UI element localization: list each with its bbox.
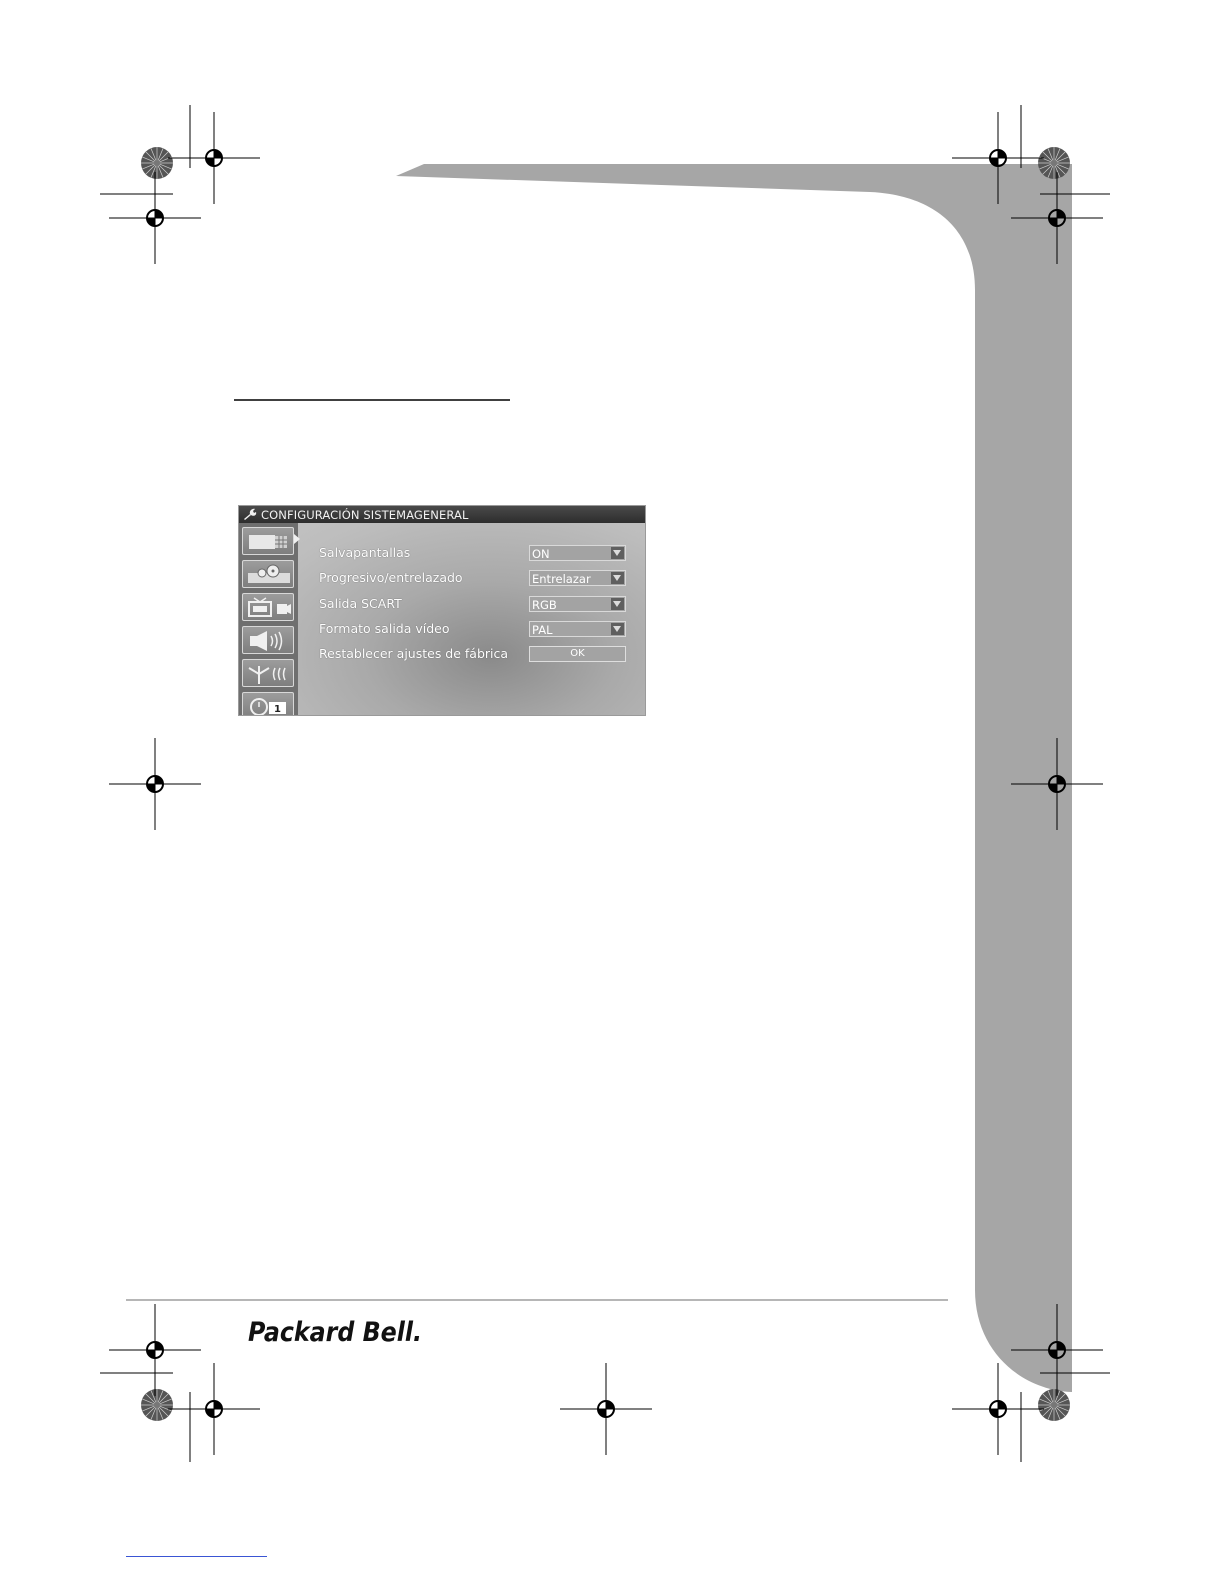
chevron-down-icon[interactable] [611,572,624,584]
tab-audio[interactable] [242,626,294,654]
speaker-tab-icon [243,627,295,655]
packard-bell-logo [246,1315,436,1349]
setting-label-video-format: Formato salida vídeo [319,621,450,636]
video-format-dropdown[interactable] [529,621,626,637]
tab-tv[interactable] [242,593,294,621]
osd-sidebar [239,523,298,716]
factory-reset-ok-button[interactable]: OK [529,646,626,662]
osd-title-bar [239,506,646,523]
tab-film[interactable] [242,560,294,588]
brand-text: Packard Bell. [248,1317,422,1348]
film-reel-tab-icon [243,561,295,589]
bottom-link-underline [126,1556,267,1557]
chevron-down-icon[interactable] [611,623,624,635]
antenna-tab-icon [243,660,295,688]
screensaver-dropdown[interactable] [529,545,626,561]
setting-label-scart: Salida SCART [319,596,402,611]
timer-tab-number: 1 [274,704,281,715]
scart-dropdown[interactable] [529,596,626,612]
side-band [396,164,1072,1392]
video-format-value: PAL [532,623,553,637]
chevron-down-icon[interactable] [611,598,624,610]
setting-label-screensaver: Salvapantallas [319,545,411,560]
tv-tab-icon [243,594,295,622]
osd-title: CONFIGURACIÓN SISTEMAGENERAL [261,508,469,522]
setting-label-factory-reset: Restablecer ajustes de fábrica [319,646,509,661]
tab-display[interactable] [242,527,294,555]
progressive-value: Entrelazar [532,572,591,586]
tab-timer[interactable] [242,692,294,716]
chevron-down-icon[interactable] [611,547,624,559]
timer-tab-icon [243,693,295,716]
wrench-icon [242,508,258,521]
scart-value: RGB [532,598,557,612]
osd-settings-screenshot [238,505,646,716]
display-tab-icon [243,528,295,556]
setting-label-progressive: Progresivo/entrelazado [319,570,463,585]
progressive-dropdown[interactable] [529,570,626,586]
selected-tab-arrow-icon [294,534,300,544]
screensaver-value: ON [532,547,550,561]
tab-antenna[interactable] [242,659,294,687]
